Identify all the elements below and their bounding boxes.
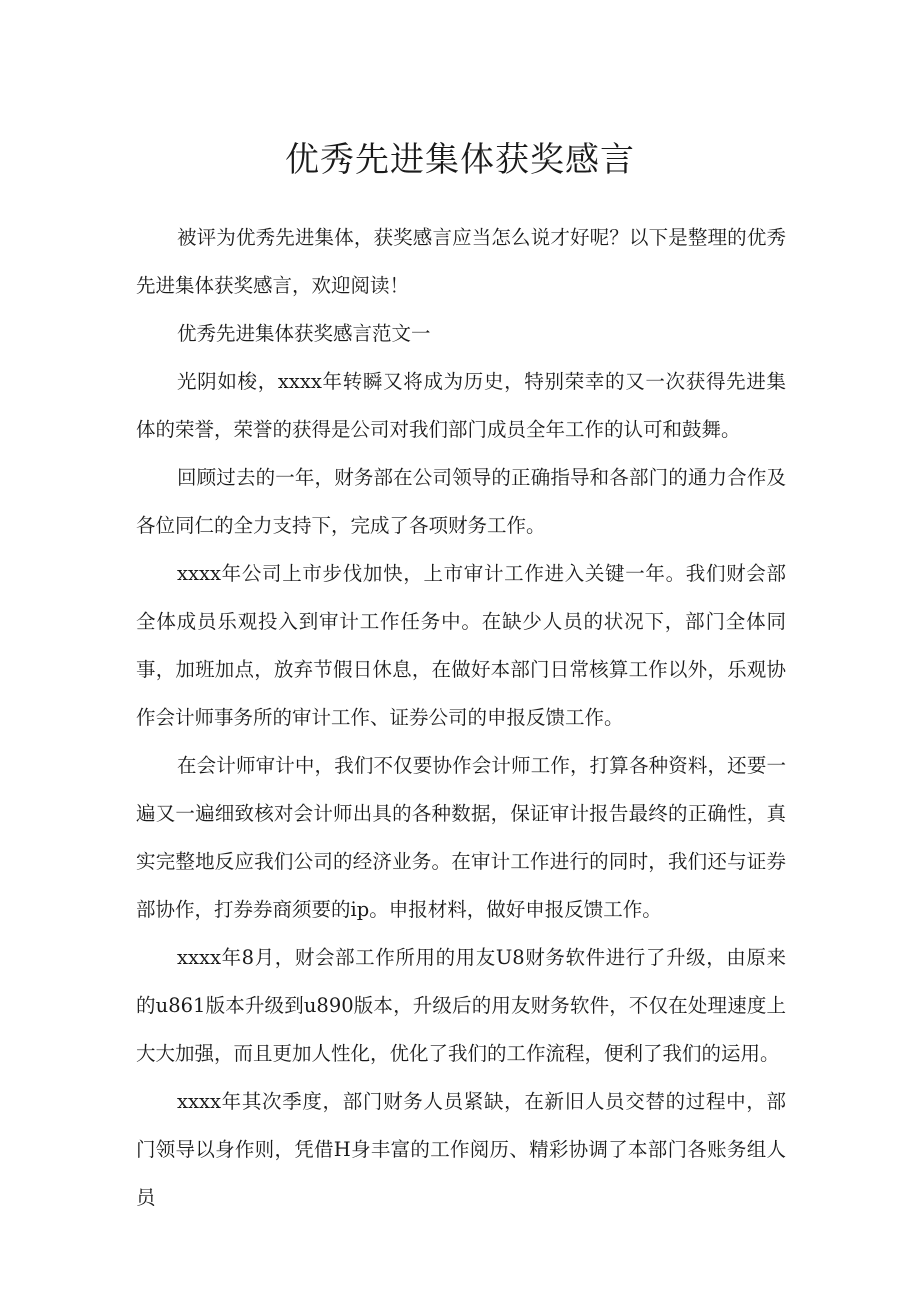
document-body xyxy=(136,214,786,1222)
paragraph-section-heading: 优秀先进集体获奖感言范文一 xyxy=(177,322,431,345)
document-title: 优秀先进集体获奖感言 xyxy=(285,140,635,180)
paragraph: 回顾过去的一年，财务部在公司领导的正确指导和各部门的通力合作及各位同仁的全力支持下，完成了各项财务工作。 xyxy=(136,466,786,537)
paragraph: xxxx年8月，财会部工作所用的用友U8财务软件进行了升级，由原来的u861版本升级到u890版本，升级后的用友财务软件，不仅在处理速度上大大加强，而且更加人性化，优化了我们的工作流程，便利了我们的运用。 xyxy=(136,946,786,1065)
paragraph: 光阴如梭，xxxx年转瞬又将成为历史，特别荣幸的又一次获得先进集体的荣誉，荣誉的获得是公司对我们部门成员全年工作的认可和鼓舞。 xyxy=(136,370,786,441)
paragraph: 在会计师审计中，我们不仅要协作会计师工作，打算各种资料，还要一遍又一遍细致核对会计师出具的各种数据，保证审计报告最终的正确性，真实完整地反应我们公司的经济业务。在审计工作进行的同时，我们还与证券部协作，打券券商须要的ip。申报材料，做好申报反馈工作。 xyxy=(136,754,786,921)
paragraph: xxxx年其次季度，部门财务人员紧缺，在新旧人员交替的过程中，部门领导以身作则，凭借H身丰富的工作阅历、精彩协调了本部门各账务组人员 xyxy=(136,1090,786,1209)
paragraph-intro: 被评为优秀先进集体，获奖感言应当怎么说才好呢？以下是整理的优秀先进集体获奖感言，欢迎阅读！ xyxy=(136,226,786,297)
paragraph: xxxx年公司上市步伐加快，上市审计工作进入关键一年。我们财会部全体成员乐观投入到审计工作任务中。在缺少人员的状况下，部门全体同事，加班加点，放弃节假日休息，在做好本部门日常核算工作以外，乐观协作会计师事务所的审计工作、证券公司的申报反馈工作。 xyxy=(136,562,786,729)
